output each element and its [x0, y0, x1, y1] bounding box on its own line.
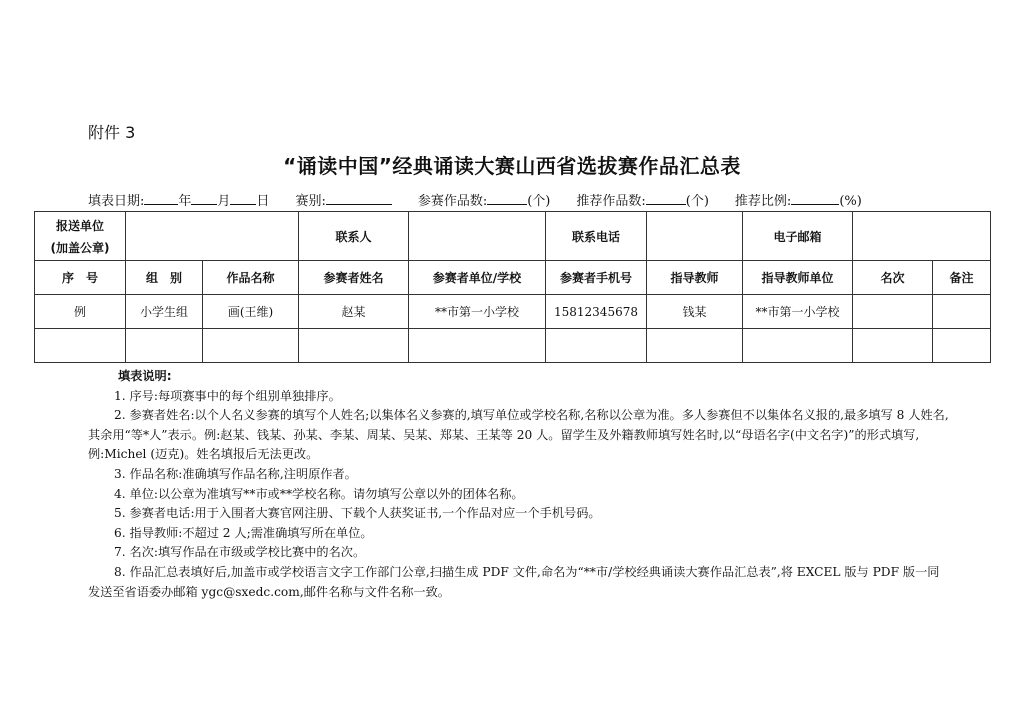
table-cell[interactable]	[647, 329, 743, 363]
col-header-participant-school: 参赛者单位/学校	[409, 261, 546, 295]
ratio-unit: (%)	[839, 194, 862, 209]
table-cell[interactable]	[853, 329, 933, 363]
year-blank[interactable]	[144, 193, 178, 205]
col-header-index: 序 号	[35, 261, 126, 295]
example-participant-school: **市第一小学校	[409, 295, 546, 329]
instruction-item: 1. 序号:每项赛事中的每个组别单独排序。	[114, 388, 341, 403]
instruction-item: 8. 作品汇总表填好后,加盖市或学校语言文字工作部门公章,扫描生成 PDF 文件,命名为“**市/学校经典诵读大赛作品汇总表”,将 EXCEL 版与 PDF 版一同发送至省语委办邮箱 ygc@sxedc.com,邮件名称与文件名称一致。	[88, 564, 940, 599]
instructions-heading: 填表说明:	[118, 369, 172, 383]
table-cell[interactable]	[546, 329, 647, 363]
empty-row	[35, 329, 991, 363]
example-index: 例	[35, 295, 126, 329]
table-cell[interactable]	[126, 329, 203, 363]
day-blank[interactable]	[230, 193, 256, 205]
col-header-participant-name: 参赛者姓名	[299, 261, 409, 295]
recommended-unit: (个)	[685, 194, 709, 209]
col-header-rank: 名次	[853, 261, 933, 295]
form-title: “诵读中国”经典诵读大赛山西省选拔赛作品汇总表	[283, 154, 741, 178]
column-header-row	[35, 261, 991, 295]
email-label: 电子邮箱	[743, 212, 853, 261]
instructions	[88, 367, 950, 602]
reporting-unit-cell[interactable]	[126, 212, 299, 261]
attachment-label: 附件 3	[88, 123, 136, 142]
month-blank[interactable]	[191, 193, 217, 205]
table-cell[interactable]	[299, 329, 409, 363]
col-header-remarks: 备注	[933, 261, 991, 295]
table-cell[interactable]	[35, 329, 126, 363]
example-teacher-unit: **市第一小学校	[743, 295, 853, 329]
instruction-item: 2. 参赛者姓名:以个人名义参赛的填写个人姓名;以集体名义参赛的,填写单位或学校名称,名称以公章为准。多人参赛但不以集体名义报的,最多填写 8 人姓名,其余用“等*人”表示。例:赵某、钱某、孙某、李某、周某、吴某、郑某、王某等 20 人。留学生及外籍教师填写姓名时,以“母语名字(中文名字)”的形式填写,例:Michel (迈克)。姓名填报后无法更改。	[88, 408, 949, 462]
fill-line	[88, 190, 948, 209]
col-header-teacher: 指导教师	[647, 261, 743, 295]
instruction-item: 4. 单位:以公章为准填写**市或**学校名称。请勿填写公章以外的团体名称。	[114, 486, 524, 501]
instruction-item: 7. 名次:填写作品在市级或学校比赛中的名次。	[114, 545, 366, 560]
col-header-participant-phone: 参赛者手机号	[546, 261, 647, 295]
email-cell[interactable]	[853, 212, 991, 261]
contact-label: 联系人	[299, 212, 409, 261]
month-label: 月	[217, 194, 231, 209]
example-work-title: 画(王维)	[203, 295, 299, 329]
contact-cell[interactable]	[409, 212, 546, 261]
phone-cell[interactable]	[647, 212, 743, 261]
example-teacher: 钱某	[647, 295, 743, 329]
ratio-blank[interactable]	[791, 193, 839, 205]
category-blank[interactable]	[326, 193, 392, 205]
submission-table	[34, 211, 991, 363]
instruction-item: 5. 参赛者电话:用于入围者大赛官网注册、下载个人获奖证书,一个作品对应一个手机号码。	[114, 506, 601, 521]
category-label: 赛别:	[295, 194, 326, 209]
table-cell[interactable]	[409, 329, 546, 363]
table-cell[interactable]	[203, 329, 299, 363]
instruction-item: 3. 作品名称:准确填写作品名称,注明原作者。	[114, 466, 357, 481]
entries-label: 参赛作品数:	[417, 194, 488, 209]
example-rank	[853, 295, 933, 329]
entries-unit: (个)	[527, 194, 551, 209]
date-label: 填表日期:	[88, 194, 145, 209]
example-participant-name: 赵某	[299, 295, 409, 329]
phone-label: 联系电话	[546, 212, 647, 261]
example-participant-phone: 15812345678	[546, 295, 647, 329]
recommended-blank[interactable]	[646, 193, 686, 205]
example-row	[35, 295, 991, 329]
example-group: 小学生组	[126, 295, 203, 329]
unit-info-row	[35, 212, 991, 261]
table-cell[interactable]	[743, 329, 853, 363]
table-cell[interactable]	[933, 329, 991, 363]
instruction-item: 6. 指导教师:不超过 2 人;需准确填写所在单位。	[114, 525, 373, 540]
entries-blank[interactable]	[487, 193, 527, 205]
col-header-work-title: 作品名称	[203, 261, 299, 295]
col-header-teacher-unit: 指导教师单位	[743, 261, 853, 295]
ratio-label: 推荐比例:	[734, 194, 792, 209]
recommended-label: 推荐作品数:	[576, 194, 646, 209]
year-label: 年	[178, 194, 192, 209]
reporting-unit-label: 报送单位 (加盖公章)	[35, 212, 126, 261]
day-label: 日	[256, 194, 270, 209]
example-remarks	[933, 295, 991, 329]
col-header-group: 组 别	[126, 261, 203, 295]
